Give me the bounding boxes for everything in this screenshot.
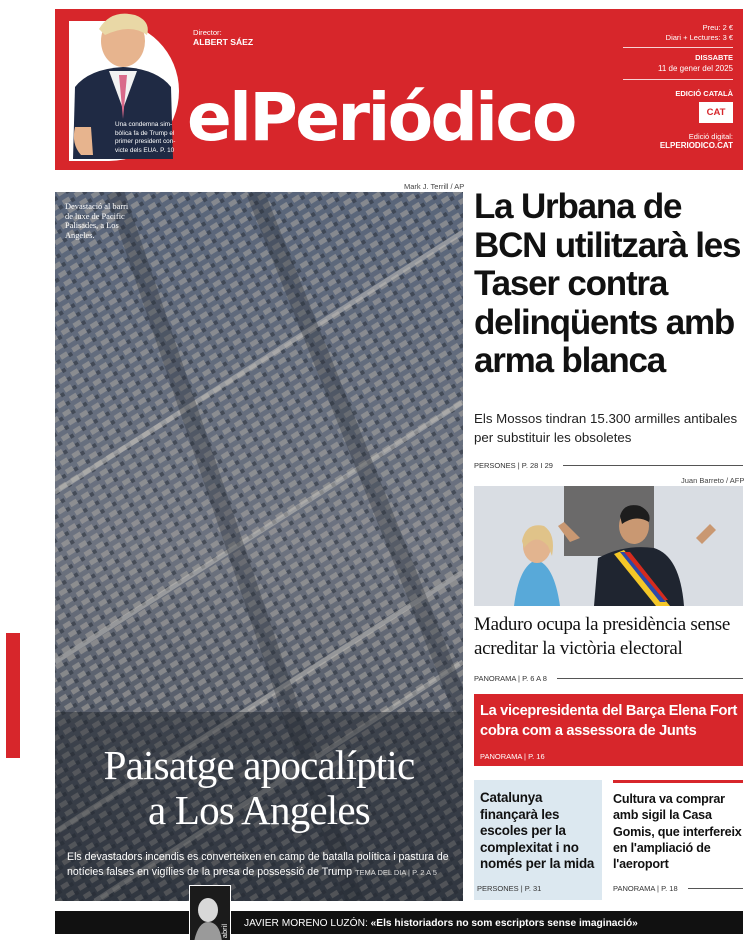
hero-photo-caption: Devastació al barri de luxe de Pacific Palisades, a Los Angeles. <box>65 202 129 240</box>
barca-story-box[interactable] <box>474 694 743 766</box>
masthead-divider <box>623 79 733 80</box>
masthead-divider <box>623 47 733 48</box>
barca-section-tag: PANORAMA | P. 16 <box>480 752 545 761</box>
issue-date: 11 de gener del 2025 <box>657 64 733 73</box>
hero-photo-credit: Mark J. Terrill / AP <box>404 182 465 191</box>
portrait-caption: Una condemna sim- bòlica fa de Trump el primer president con- victe dels EUA. P. 10 <box>115 121 176 154</box>
masthead <box>55 9 743 170</box>
culture-section-tag: PANORAMA | P. 18 <box>613 884 678 893</box>
culture-top-rule <box>613 780 743 783</box>
section-rule <box>688 888 743 889</box>
newspaper-logo[interactable]: elPeriódico <box>187 79 575 156</box>
schools-section-tag: PERSONES | P. 31 <box>477 884 542 893</box>
digital-edition-label: Edició digital: <box>688 132 733 141</box>
supplement-title: abril <box>220 923 229 938</box>
section-rule <box>563 465 743 466</box>
teaser-author: JAVIER MORENO LUZÓN: <box>244 918 368 929</box>
edition-language-button[interactable]: CAT <box>699 102 733 123</box>
hero-photo[interactable] <box>55 192 463 901</box>
hero-section-tag: TEMA DEL DIA | P. 2 A 5 <box>354 867 437 877</box>
price-line: Preu: 2 € <box>702 23 733 32</box>
edition-label: EDICIÓ CATALÀ <box>675 89 733 98</box>
lead-section-tag: PERSONES | P. 28 I 29 <box>474 461 553 470</box>
hero-subhead <box>67 850 459 880</box>
hero-headline-line2[interactable]: a Los Angeles <box>148 787 370 833</box>
schools-headline[interactable]: Catalunya finançarà les escoles per la complexitat i no només per la mida <box>480 790 595 871</box>
weekday: DISSABTE <box>695 53 733 62</box>
hero-subhead-text: Els devastadors incendis es converteixen en camp de batalla política i pastura de notícies falses en vigílies de la presa de possessió de Trump <box>67 851 449 878</box>
director-label: Director: <box>193 28 222 37</box>
teaser-quote: «Els historiadors no som escriptors sense imaginació» <box>367 918 638 929</box>
section-rule <box>557 678 743 679</box>
maduro-headline[interactable]: Maduro ocupa la presidència sense acreditar la victòria electoral <box>474 614 730 659</box>
bottom-teaser-text[interactable] <box>244 918 638 929</box>
lead-subhead: Els Mossos tindran 15.300 armilles antibales per substituir les obsoletes <box>474 411 738 445</box>
director-name: ALBERT SÁEZ <box>193 37 254 47</box>
digital-edition-link[interactable]: ELPERIODICO.CAT <box>659 141 733 150</box>
price-bundle-line: Diari + Lectures: 3 € <box>665 33 733 42</box>
barca-headline[interactable]: La vicepresidenta del Barça Elena Fort cobra com a assessora de Junts <box>480 703 738 739</box>
inauguration-image <box>474 486 743 606</box>
maduro-photo-credit: Juan Barreto / AFP <box>681 476 745 485</box>
lead-headline[interactable]: La Urbana de BCN utilitzarà les Taser contra delinqüents amb arma blanca <box>474 187 741 380</box>
supplement-cover[interactable] <box>189 885 231 941</box>
schools-story-box[interactable] <box>474 780 602 900</box>
culture-headline[interactable]: Cultura va comprar amb sigil la Casa Gomis, que interfereix en l'ampliació de l'aeroport <box>613 792 742 872</box>
maduro-photo[interactable] <box>474 486 743 606</box>
hero-headline-line1[interactable]: Paisatge apocalíptic <box>103 742 415 788</box>
edge-section-tab <box>6 633 20 758</box>
maduro-section-tag: PANORAMA | P. 6 A 8 <box>474 674 547 683</box>
